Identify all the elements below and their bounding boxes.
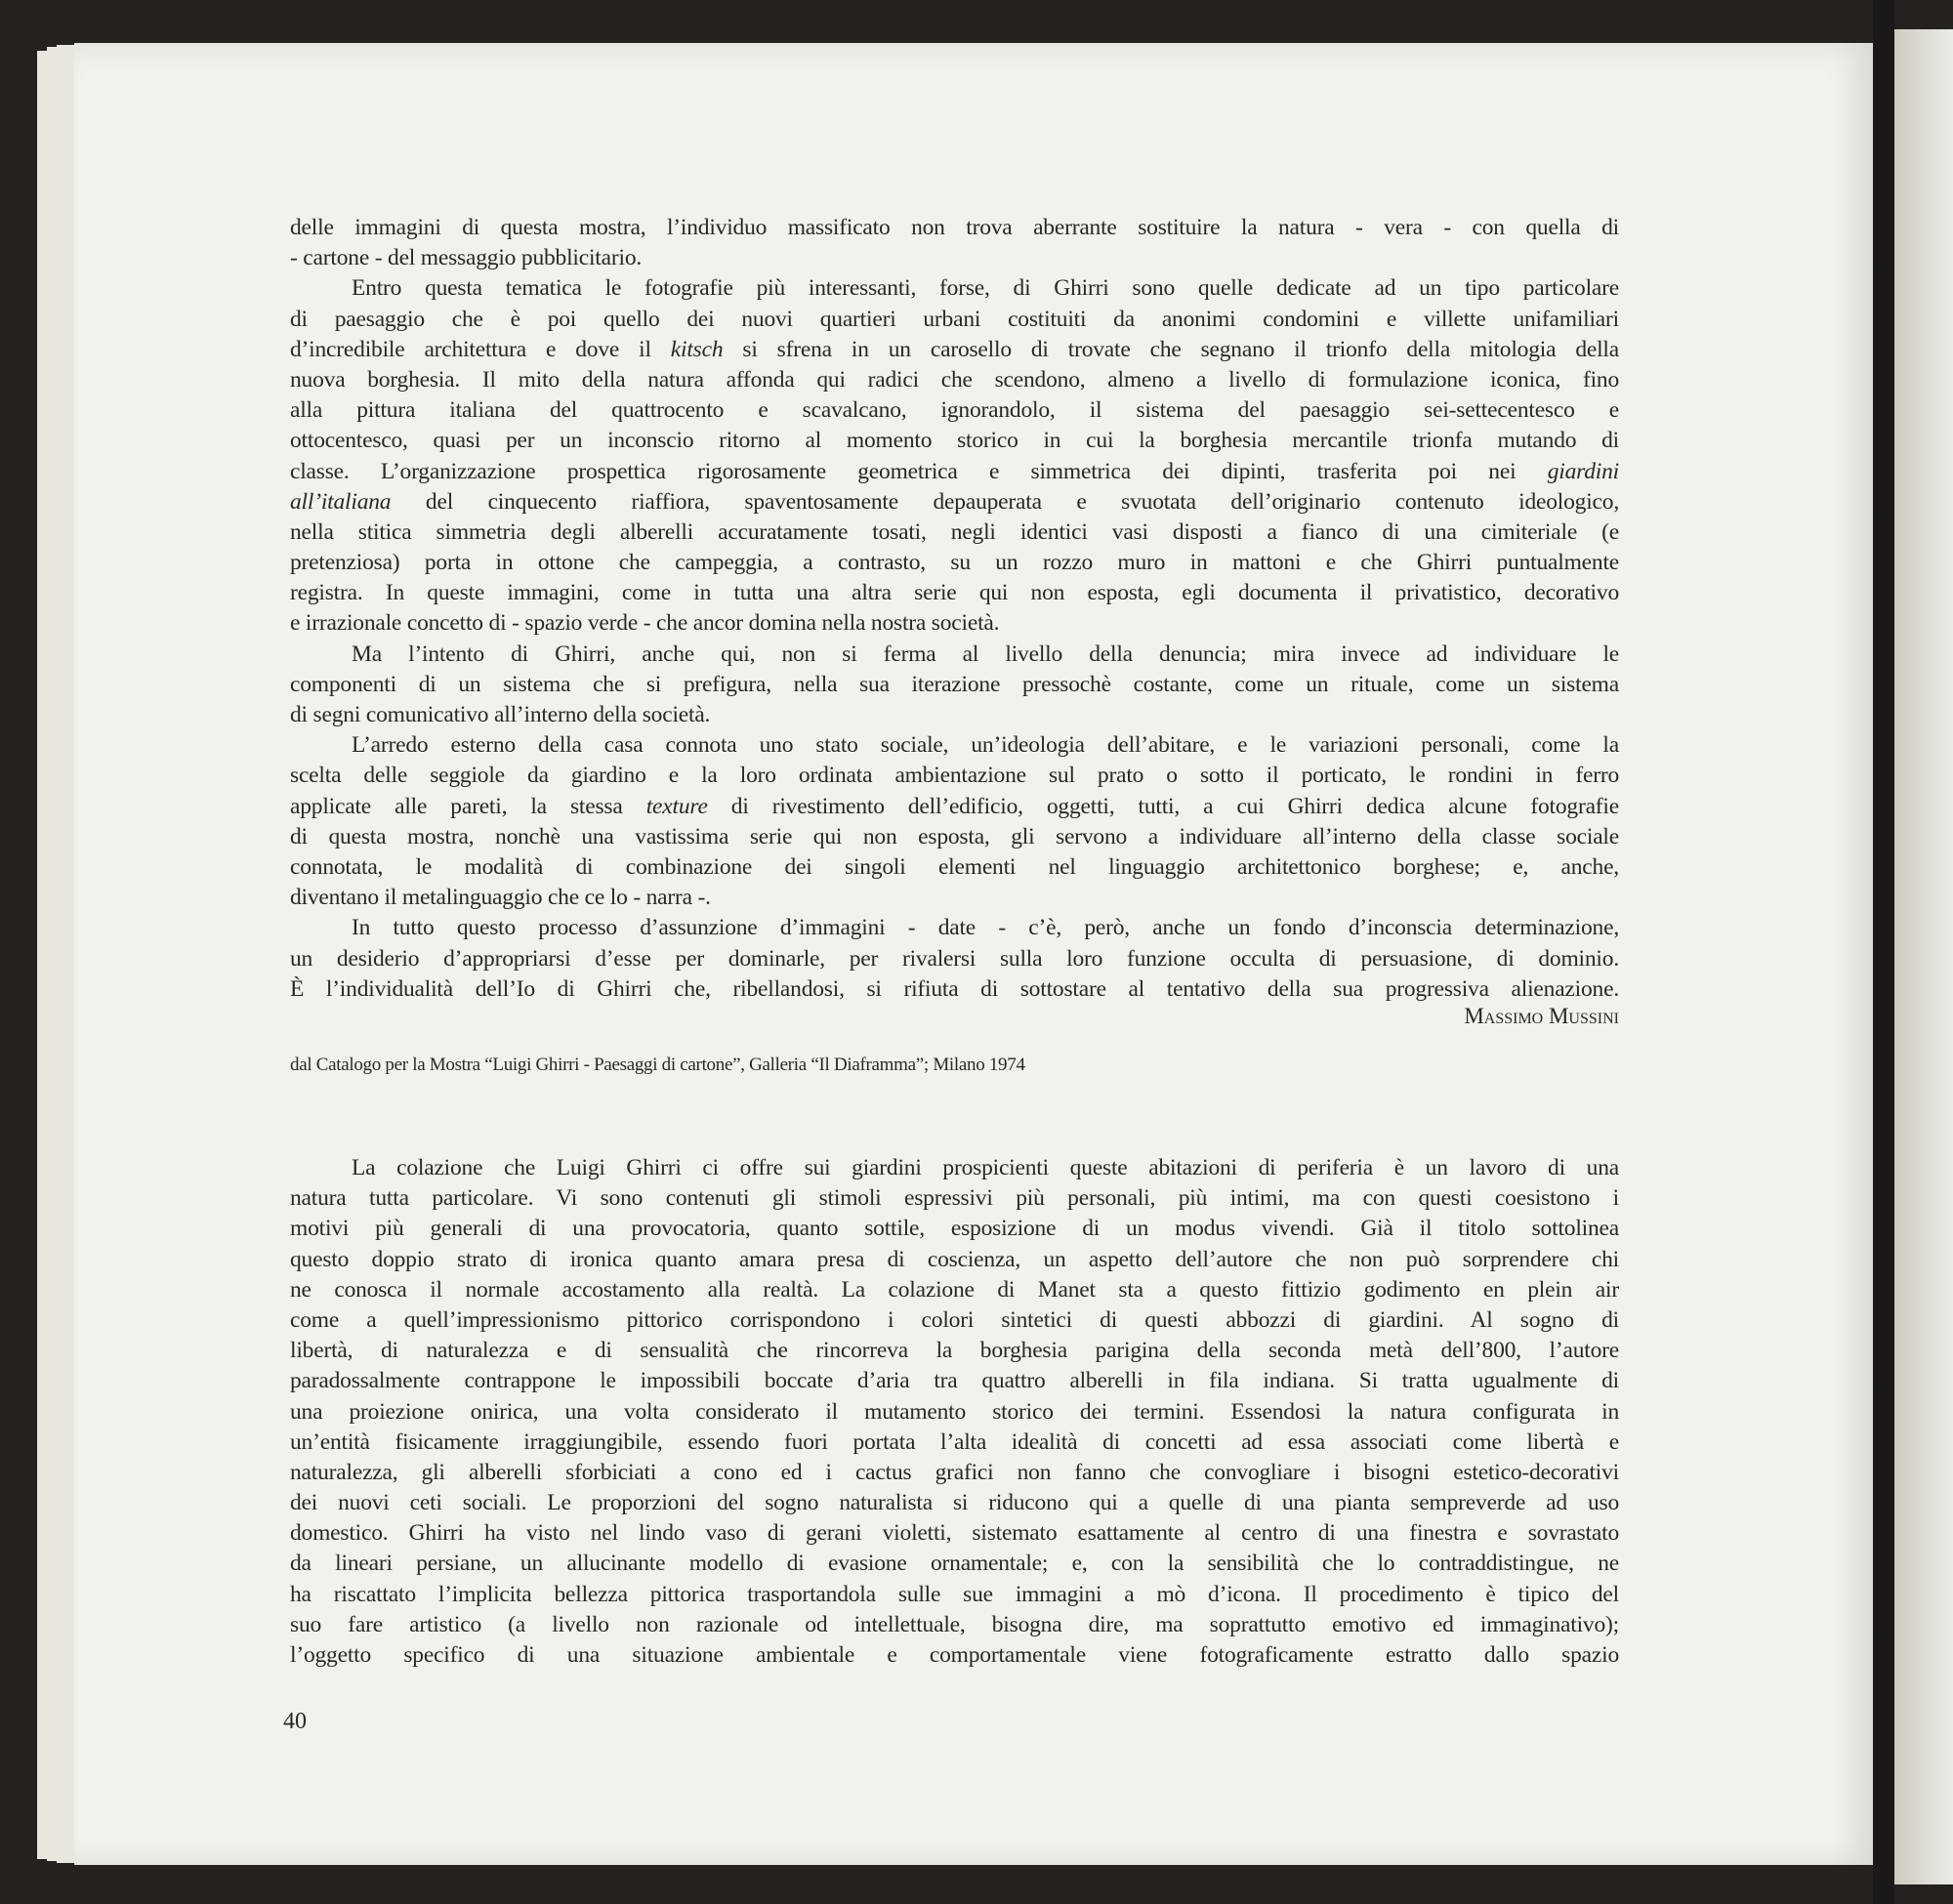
text-segment: da lineari persiane, un allucinante modello di evasione ornamentale; e, con la sensibilità che lo contraddistingue, ne — [290, 1551, 1619, 1577]
text-segment: dei nuovi ceti sociali. Le proporzioni del sogno naturalista si riducono qui a quelle di una pianta sempreverde ad uso — [290, 1490, 1619, 1516]
source-credit: dal Catalogo per la Mostra “Luigi Ghirri - Paesaggi di cartone”, Galleria “Il Diaframma”; Milano 1974 — [290, 1055, 1025, 1075]
text-segment: di questa mostra, nonchè una vastissima serie qui non esposta, gli servono a individuare all’interno della classe sociale — [290, 823, 1619, 849]
text-line — [290, 335, 1619, 365]
second-article-text-block — [290, 1153, 1619, 1671]
text-segment: di rivestimento dell’edificio, oggetti, tutti, a cui Ghirri dedica alcune fotografie — [707, 793, 1619, 819]
text-line — [290, 426, 1619, 456]
text-line — [290, 1580, 1619, 1610]
text-line — [290, 395, 1619, 426]
text-segment: ha riscattato l’implicita bellezza pittorica trasportandola sulle sue immagini a mò d’icona. Il procedimento è tipico del — [290, 1581, 1619, 1607]
author-signature: Massimo Mussini — [1464, 1004, 1619, 1028]
text-line — [290, 487, 1619, 517]
text-line — [290, 1610, 1619, 1640]
text-line — [290, 883, 1619, 913]
text-line — [290, 1336, 1619, 1366]
text-line — [290, 913, 1619, 943]
text-segment: di segni comunicativo all’interno della società. — [290, 702, 711, 727]
text-line — [290, 578, 1619, 608]
text-line — [290, 1183, 1619, 1214]
text-line — [290, 640, 1619, 670]
text-line — [290, 1640, 1619, 1671]
text-segment: componenti di un sistema che si prefigura, nella sua iterazione pressochè costante, come un rituale, come un sistema — [290, 671, 1619, 697]
text-segment: nella stitica simmetria degli alberelli accuratamente tosati, negli identici vasi disposti a fianco di una cimiteriale (e — [290, 518, 1619, 545]
text-segment: un desiderio d’appropriarsi d’esse per dominarle, per rivalersi sulla loro funzione occulta di persuasione, di dominio. — [290, 945, 1619, 972]
text-segment: delle immagini di questa mostra, l’individuo massificato non trova aberrante sostituire la natura - vera - con quella di — [290, 215, 1619, 240]
text-segment: Ma l’intento di Ghirri, anche qui, non si ferma al livello della denuncia; mira invece ad individuare le — [352, 641, 1619, 667]
text-segment: un’entità fisicamente irraggiungibile, essendo fuori portata l’alta idealità di concetti ad essa associati come libertà e — [290, 1428, 1619, 1455]
text-line — [290, 1305, 1619, 1336]
text-line — [290, 1153, 1619, 1183]
text-segment: È l’individualità dell’Io di Ghirri che, ribellandosi, si rifiuta di sottostare al tentativo della sua progressiva alienazione. — [290, 975, 1619, 1002]
text-segment: l’oggetto specifico di una situazione ambientale e comportamentale viene fotograficamente estratto dallo spazio — [290, 1642, 1619, 1668]
text-line — [290, 1214, 1619, 1244]
text-segment: del cinquecento riaffiora, spaventosamente depauperata e svuotata dell’originario contenuto ideologico, — [391, 488, 1619, 515]
text-line — [290, 1245, 1619, 1275]
text-line — [290, 944, 1619, 974]
text-line — [290, 730, 1619, 761]
text-segment: domestico. Ghirri ha visto nel lindo vaso di gerani violetti, sistemato esattamente al centro di una finestra e sovrastato — [290, 1520, 1619, 1547]
text-line — [290, 1275, 1619, 1305]
italic-text: all’italiana — [290, 488, 392, 515]
italic-text: texture — [645, 793, 708, 819]
text-line — [290, 822, 1619, 852]
text-segment: In tutto questo processo d’assunzione d’immagini - date - c’è, però, anche un fondo d’inconscia determinazione, — [352, 915, 1619, 941]
italic-text: kitsch — [670, 336, 724, 362]
text-segment: una proiezione onirica, una volta considerato il mutamento storico dei termini. Essendosi la natura configurata in — [290, 1398, 1619, 1425]
text-segment: classe. L’organizzazione prospettica rigorosamente geometrica e simmetrica dei dipinti, trasferita poi nei — [290, 458, 1548, 484]
text-segment: e irrazionale concetto di - spazio verde - che ancor domina nella nostra società. — [290, 610, 1000, 637]
facing-page-edge — [1894, 29, 1953, 1884]
book-gutter — [1873, 0, 1894, 1904]
text-line — [290, 700, 1619, 730]
text-line — [290, 1397, 1619, 1428]
text-line — [290, 457, 1619, 487]
page-number: 40 — [283, 1709, 307, 1734]
text-segment: - cartone - del messaggio pubblicitario. — [290, 245, 643, 271]
text-segment: ne conosca il normale accostamento alla realtà. La colazione di Manet sta a questo fittizio godimento en plein air — [290, 1276, 1619, 1303]
text-segment: pretenziosa) porta in ottone che campeggia, a contrasto, su un rozzo muro in mattoni e che Ghirri puntualmente — [290, 550, 1619, 576]
text-line — [290, 213, 1619, 243]
text-line — [290, 517, 1619, 548]
text-line — [290, 1366, 1619, 1396]
text-segment: L’arredo esterno della casa connota uno stato sociale, un’ideologia dell’abitare, e le variazioni personali, come la — [352, 732, 1619, 759]
text-segment: d’incredibile architettura e dove il — [290, 336, 671, 362]
text-line — [290, 1428, 1619, 1458]
text-segment: paradossalmente contrappone le impossibili boccate d’aria tra quattro alberelli in fila indiana. Si tratta ugualmente di — [290, 1368, 1619, 1394]
text-segment: diventano il metalinguaggio che ce lo - narra -. — [290, 885, 711, 911]
text-line — [290, 670, 1619, 700]
text-line — [290, 761, 1619, 791]
text-line — [290, 548, 1619, 578]
italic-text: giardini — [1547, 458, 1619, 484]
text-segment: di paesaggio che è poi quello dei nuovi quartieri urbani costituiti da anonimi condomini e villette unifamiliari — [290, 306, 1619, 332]
text-segment: suo fare artistico (a livello non razionale od intellettuale, bisogna dire, ma soprattutto emotivo ed immaginativo); — [290, 1611, 1619, 1637]
text-segment: applicate alle pareti, la stessa — [290, 793, 646, 819]
text-line — [290, 243, 1619, 273]
text-segment: si sfrena in un carosello di trovate che segnano il trionfo della mitologia della — [723, 336, 1619, 362]
text-segment: Entro questa tematica le fotografie più interessanti, forse, di Ghirri sono quelle dedicate ad un tipo particolare — [352, 275, 1619, 302]
text-segment: scelta delle seggiole da giardino e la loro ordinata ambientazione sul prato o sotto il porticato, le rondini in ferro — [290, 763, 1619, 789]
article-text-block — [290, 213, 1619, 1005]
text-segment: connotata, le modalità di combinazione dei singoli elementi nel linguaggio architettonico borghese; e, anche, — [290, 853, 1619, 880]
text-line — [290, 305, 1619, 335]
text-line — [290, 974, 1619, 1005]
text-segment: come a quell’impressionismo pittorico corrispondono i colori sintetici di questi abbozzi di giardini. Al sogno di — [290, 1306, 1619, 1333]
text-line — [290, 792, 1619, 822]
text-segment: ottocentesco, quasi per un inconscio ritorno al momento storico in cui la borghesia mercantile trionfa mutando di — [290, 428, 1619, 454]
text-line — [290, 365, 1619, 395]
text-segment: La colazione che Luigi Ghirri ci offre sui giardini prospicienti queste abitazioni di periferia è un lavoro di una — [352, 1155, 1619, 1180]
text-line — [290, 273, 1619, 304]
text-segment: registra. In queste immagini, come in tutta una altra serie qui non esposta, egli documenta il privatistico, decorativo — [290, 580, 1619, 606]
text-segment: natura tutta particolare. Vi sono contenuti gli stimoli espressivi più personali, più intimi, ma con questi coesistono i — [290, 1185, 1619, 1212]
text-line — [290, 608, 1619, 639]
text-segment: motivi più generali di una provocatoria, quanto sottile, esposizione di un modus vivendi. Già il titolo sottolinea — [290, 1216, 1619, 1242]
text-line — [290, 1549, 1619, 1579]
text-segment: libertà, di naturalezza e di sensualità che rincorreva la borghesia parigina della seconda metà dell’800, l’autore — [290, 1338, 1619, 1364]
text-line — [290, 1488, 1619, 1518]
text-line — [290, 1518, 1619, 1549]
text-line — [290, 1458, 1619, 1488]
text-segment: nuova borghesia. Il mito della natura affonda qui radici che scendono, almeno a livello di formulazione iconica, fino — [290, 366, 1619, 393]
text-segment: alla pittura italiana del quattrocento e scavalcano, ignorandolo, il sistema del paesaggio sei-settecentesco e — [290, 397, 1619, 424]
text-segment: questo doppio strato di ironica quanto amara presa di coscienza, un aspetto dell’autore che non può sorprendere chi — [290, 1246, 1619, 1272]
text-segment: naturalezza, gli alberelli sforbiciati a cono ed i cactus grafici non fanno che convogliare i bisogni estetico-decorativi — [290, 1459, 1619, 1485]
text-line — [290, 852, 1619, 883]
